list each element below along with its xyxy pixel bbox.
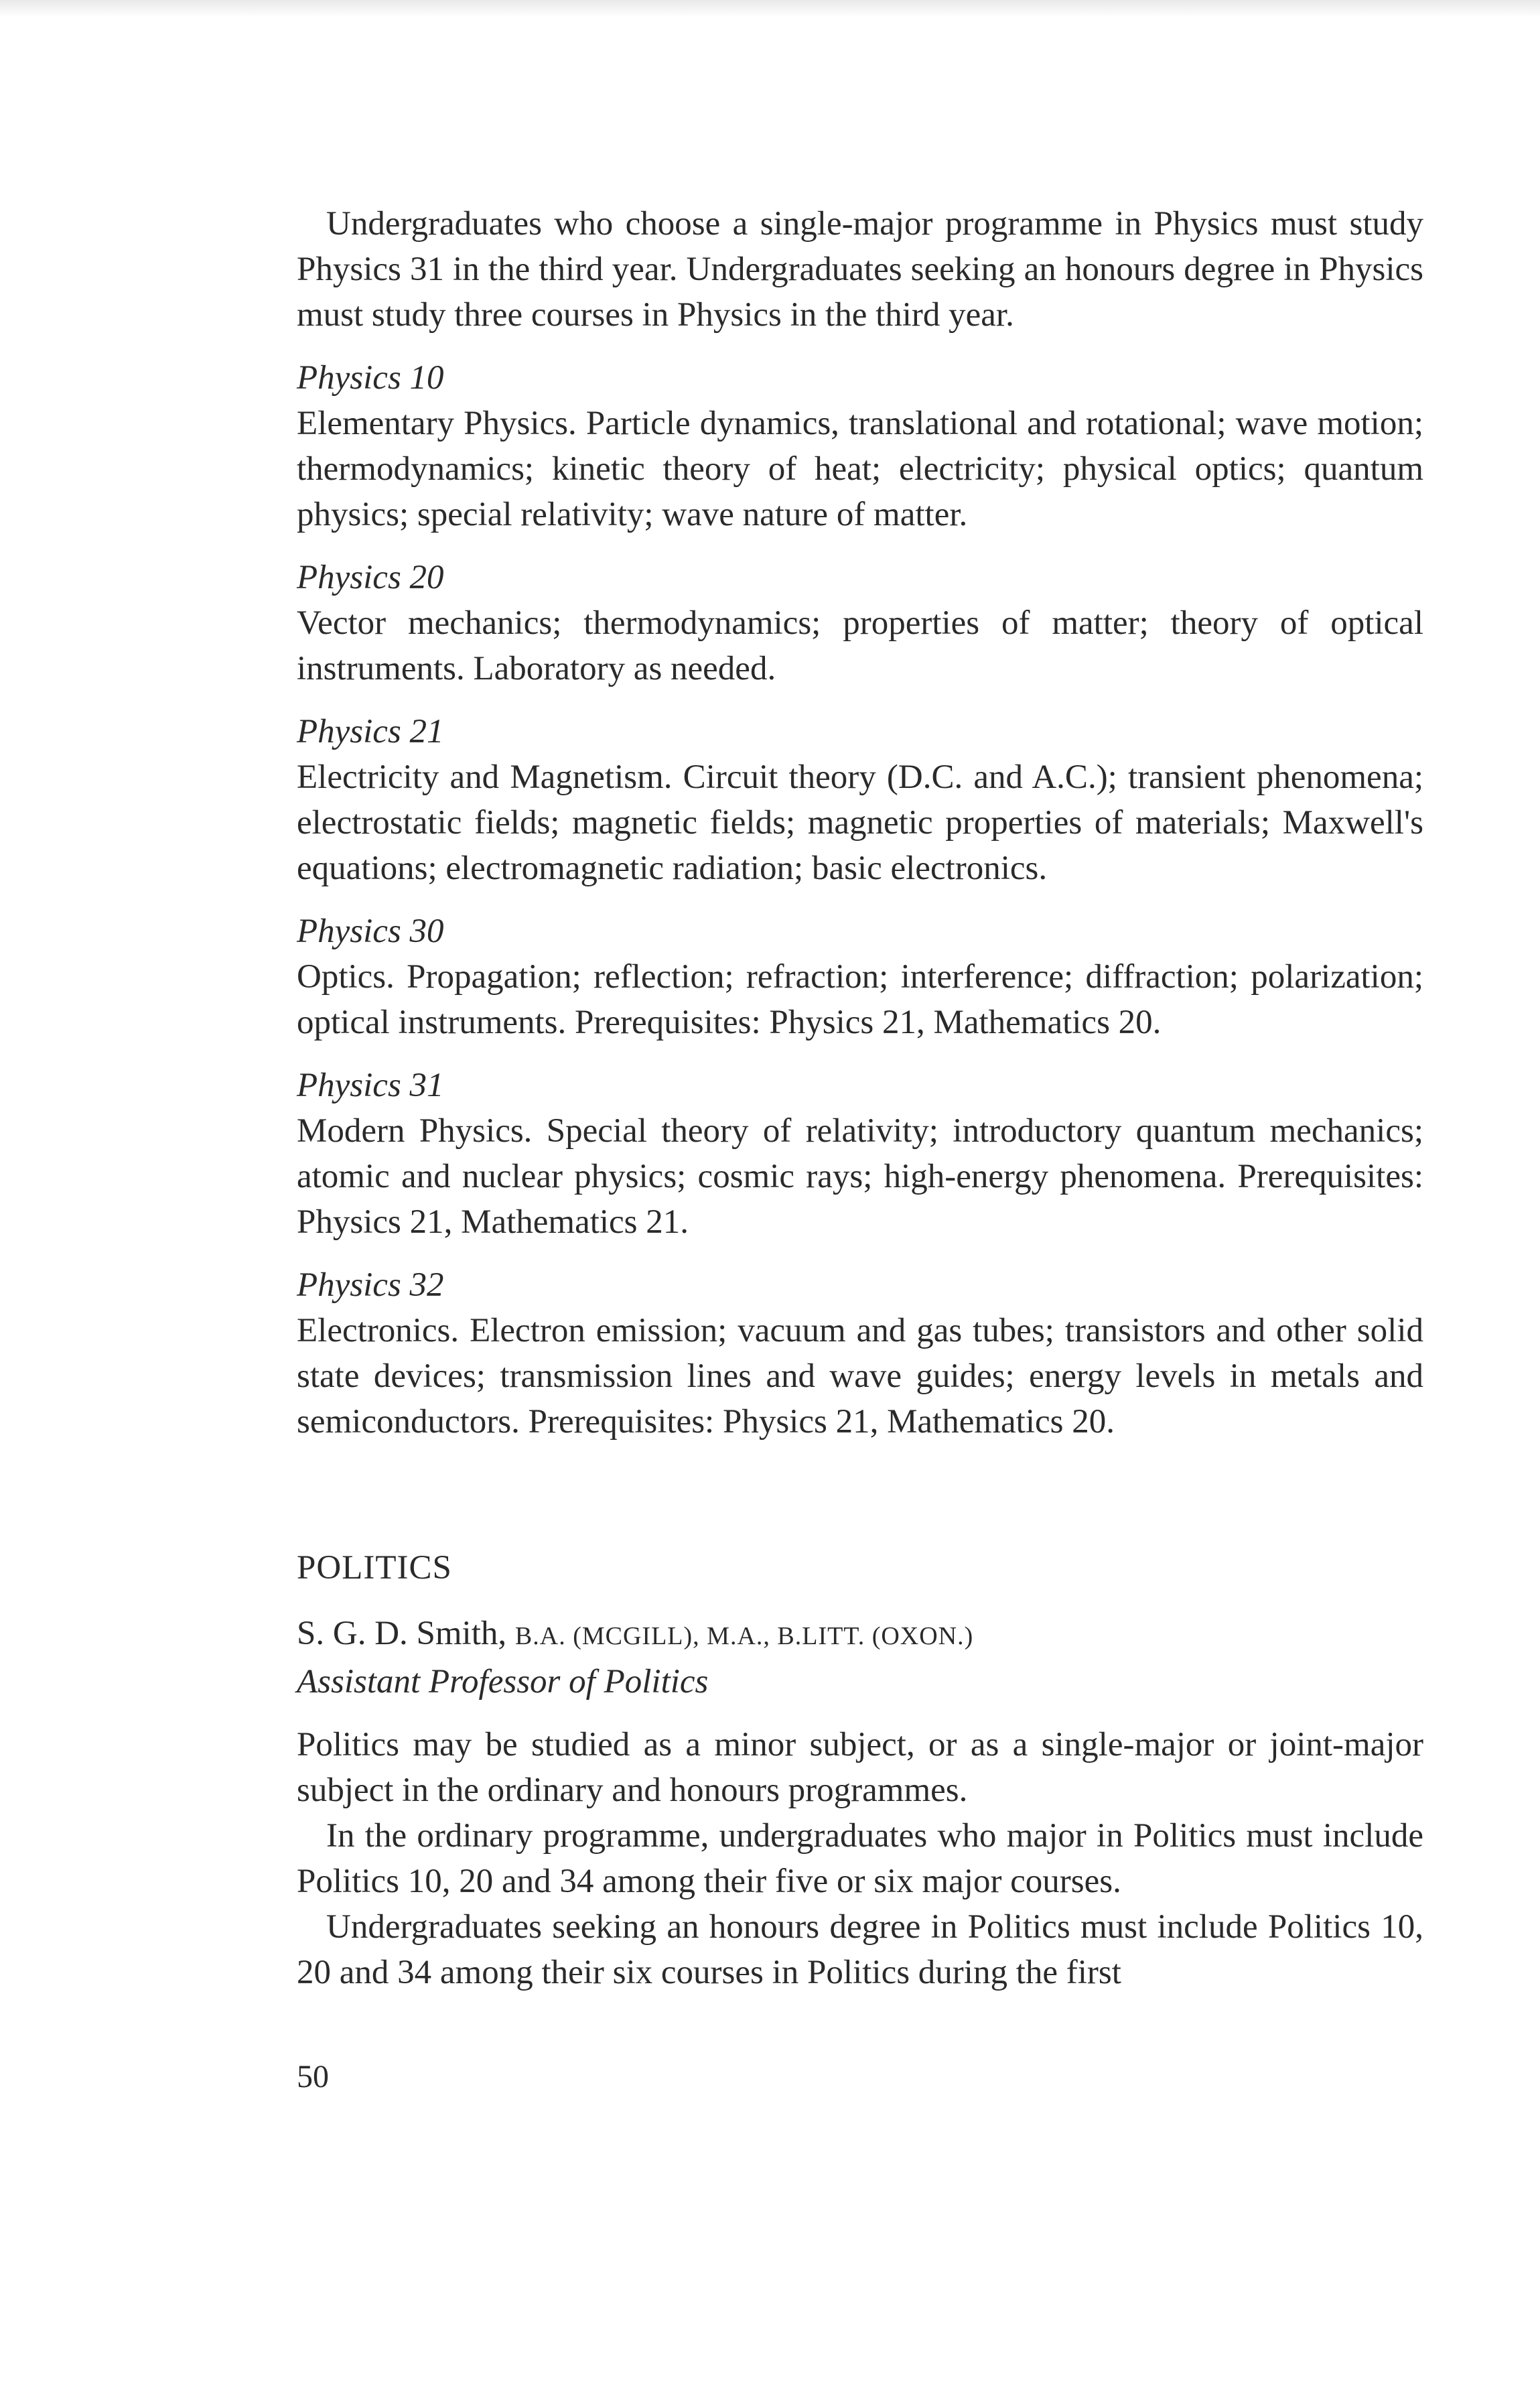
course-title: Physics 20 — [297, 559, 444, 596]
faculty-name-line — [297, 1611, 1423, 1659]
politics-paragraph: In the ordinary programme, undergraduates who major in Politics must include Politics 10, 20 and 34 among their five or six major courses. — [297, 1817, 1423, 1900]
course-title: Physics 32 — [297, 1266, 444, 1304]
politics-paragraph: Politics may be studied as a minor subject, or as a single-major or joint-major subject in the ordinary and honours programmes. — [297, 1726, 1423, 1809]
faculty-entry — [297, 1611, 1423, 1705]
course-description: Electricity and Magnetism. Circuit theory (D.C. and A.C.); transient phenomena; electrostatic fields; magnetic fields; magnetic properties of materials; Maxwell's equations; electromagnetic radiation; basic electronics. — [297, 758, 1423, 887]
course-description: Optics. Propagation; reflection; refraction; interference; diffraction; polarization; optical instruments. Prerequisites: Physics 21, Mathematics 20. — [297, 958, 1423, 1041]
course-physics-10 — [297, 355, 1423, 537]
scan-top-edge — [0, 0, 1540, 17]
course-description: Electronics. Electron emission; vacuum and gas tubes; transistors and other solid state devices; transmission lines and wave guides; energy levels in metals and semiconductors. Prerequisites: Physics 21, Mathematics 20. — [297, 1312, 1423, 1441]
course-description: Elementary Physics. Particle dynamics, translational and rotational; wave motion; thermodynamics; kinetic theory of heat; electricity; physical optics; quantum physics; special relativity; wave nature of matter. — [297, 405, 1423, 533]
course-title: Physics 21 — [297, 713, 444, 750]
page-number: 50 — [297, 2059, 329, 2094]
faculty-name: S. G. D. Smith, — [297, 1615, 507, 1652]
page-body — [297, 201, 1423, 1995]
course-description: Modern Physics. Special theory of relativity; introductory quantum mechanics; atomic and nuclear physics; cosmic rays; high-energy phenomena. Prerequisites: Physics 21, Mathematics 21. — [297, 1112, 1423, 1241]
course-title: Physics 30 — [297, 913, 444, 950]
politics-paragraph: Undergraduates seeking an honours degree in Politics must include Politics 10, 20 and 34 among their six courses in Politics during the first — [297, 1908, 1423, 1991]
course-title: Physics 31 — [297, 1067, 444, 1104]
section-heading-politics: POLITICS — [297, 1549, 452, 1587]
course-physics-30 — [297, 909, 1423, 1045]
course-title: Physics 10 — [297, 359, 444, 397]
course-physics-31 — [297, 1063, 1423, 1245]
faculty-rank: Assistant Professor of Politics — [297, 1663, 709, 1700]
course-physics-20 — [297, 555, 1423, 691]
physics-intro-paragraph: Undergraduates who choose a single-major programme in Physics must study Physics 31 in the third year. Undergraduates seeking an honours degree in Physics must study three courses in Physics in the third year. — [297, 205, 1423, 334]
course-physics-21 — [297, 709, 1423, 891]
course-physics-32 — [297, 1262, 1423, 1445]
course-description: Vector mechanics; thermodynamics; properties of matter; theory of optical instruments. Laboratory as needed. — [297, 604, 1423, 687]
faculty-degrees: B.A. (MCGILL), M.A., B.LITT. (OXON.) — [514, 1622, 974, 1650]
